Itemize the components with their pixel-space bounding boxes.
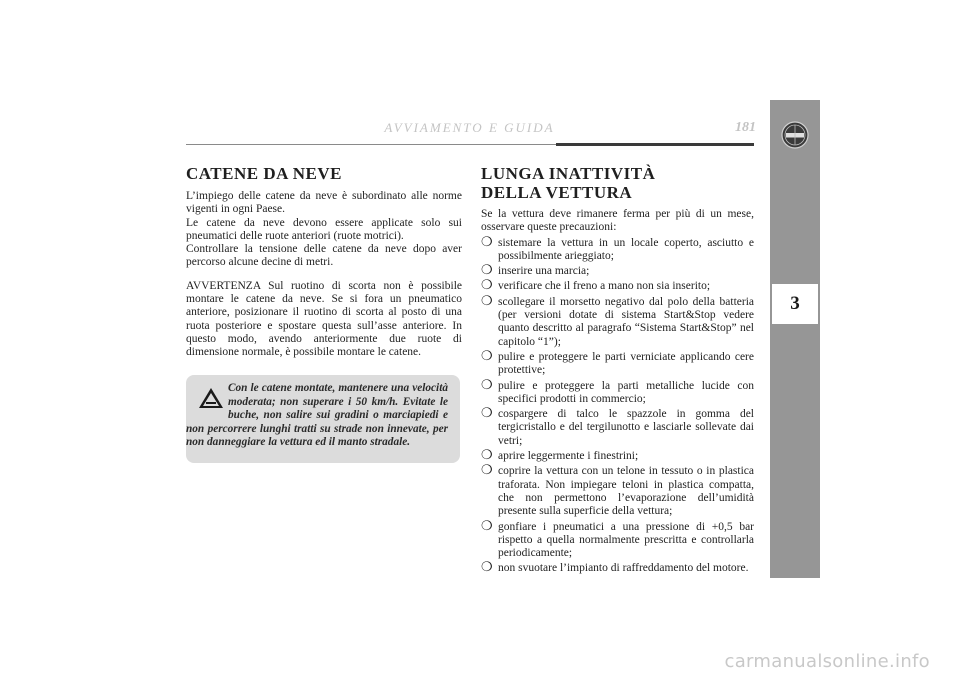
- list-item: ❍ pulire e proteggere le parti verniciate applicando cere protettive;: [481, 348, 754, 377]
- bullet-circle-icon: ❍: [481, 293, 493, 309]
- heading-snow-chains: CATENE DA NEVE: [186, 164, 342, 183]
- list-item: ❍ pulire e proteggere la parti metalliche lucide con specifici prodotti in commercio;: [481, 377, 754, 405]
- warning-box: [186, 375, 460, 463]
- bullet-circle-icon: ❍: [481, 406, 493, 422]
- list-item: ❍ sistemare la vettura in un locale coperto, asciutto e possibilmente arieggiato;: [481, 234, 754, 262]
- header-rule-accent: [556, 143, 754, 146]
- list-item: ❍ gonfiare i pneumatici a una pressione di +0,5 bar rispetto a quella normalmente prescritta e controllarla periodicamente;: [481, 518, 754, 560]
- list-item: ❍ verificare che il freno a mano non sia inserito;: [481, 278, 711, 294]
- heading-line-2: DELLA VETTURA: [481, 183, 633, 202]
- list-item: ❍ cospargere di talco le spazzole in gomma del tergicristallo e del tergilunotto e lasciarle sollevate dai vetri;: [481, 406, 754, 447]
- section-title: AVVIAMENTO E GUIDA: [384, 120, 555, 135]
- bullet-circle-icon: ❍: [481, 560, 493, 576]
- paragraph-warning-note: AVVERTENZA Sul ruotino di scorta non è possibile montare le catene da neve. Se si fora un pneumatico anteriore, posizionare il ruotino di scorta al posto di una ruota posteriore e spostare questa sull’asse anteriore. In questo modo, avendo anteriormente due ruote di dimensione normale, è possibile montare le catene.: [186, 279, 462, 359]
- left-column: [186, 164, 462, 360]
- list-item: ❍ inserire una marcia;: [481, 263, 590, 279]
- bullet-circle-icon: ❍: [481, 448, 493, 464]
- page-number: 181: [735, 120, 756, 135]
- bullet-circle-icon: ❍: [481, 263, 493, 279]
- paragraph: Le catene da neve devono essere applicate solo sui pneumatici delle ruote anteriori (ruote motrici).: [186, 216, 462, 242]
- right-column: [481, 164, 754, 578]
- bullet-circle-icon: ❍: [481, 377, 493, 393]
- intro-paragraph: Se la vettura deve rimanere ferma per più di un mese, osservare queste precauzioni:: [481, 208, 754, 234]
- paragraph: Controllare la tensione delle catene da neve dopo aver percorso alcune decine di metri.: [186, 243, 462, 269]
- precautions-list: [481, 234, 754, 576]
- watermark: carmanualsonline.info: [724, 651, 930, 672]
- paragraph: L’impiego delle catene da neve è subordinato alle norme vigenti in ogni Paese.: [186, 190, 462, 216]
- bullet-circle-icon: ❍: [481, 278, 493, 294]
- list-item: ❍ aprire leggermente i finestrini;: [481, 448, 639, 464]
- bullet-circle-icon: ❍: [481, 463, 493, 479]
- lancia-logo-icon: [781, 121, 809, 149]
- bullet-circle-icon: ❍: [481, 518, 493, 534]
- warning-text: Con le catene montate, mantenere una velocità moderata; non superare i 50 km/h. Evitate le buche, non salire sui gradini o marciapiedi e non percorrere lunghi tratti su strade non innevate, per non danneggiare la vettura ed il manto stradale.: [186, 382, 448, 449]
- chapter-side-tab: [770, 100, 820, 578]
- list-item: ❍ non svuotare l’impianto di raffreddamento del motore.: [481, 560, 749, 576]
- bullet-circle-icon: ❍: [481, 234, 493, 250]
- bullet-circle-icon: ❍: [481, 348, 493, 364]
- heading-long-inactivity: [481, 164, 754, 202]
- heading-line-1: LUNGA INATTIVITÀ: [481, 164, 656, 183]
- list-item: ❍ scollegare il morsetto negativo dal polo della batteria (per versioni dotate di sistema Start&Stop vedere quanto descritto al paragrafo “Sistema Start&Stop” nel capitolo “1”);: [481, 293, 754, 348]
- list-item: ❍ coprire la vettura con un telone in tessuto o in plastica traforata. Non impiegare teloni in plastica compatta, che non permettono l’evaporazione dell’umidità presente sulla superficie della vettura;: [481, 463, 754, 518]
- chapter-number: 3: [772, 284, 818, 324]
